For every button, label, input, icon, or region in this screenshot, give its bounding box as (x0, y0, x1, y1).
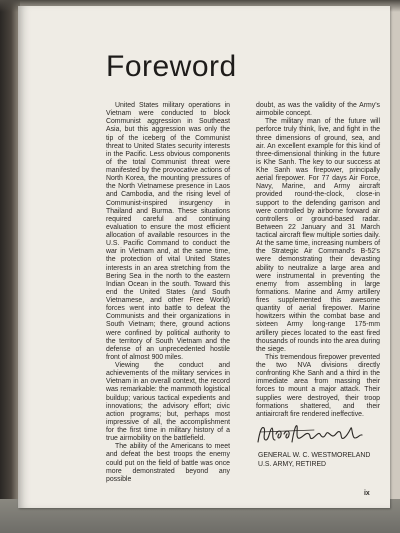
page-number: ix (364, 490, 370, 497)
paragraph: The ability of the Americans to meet and defeat the best troops the enemy could put on the field of battle was once more demonstrated beyond any possible (106, 443, 230, 483)
text-column-left (106, 102, 230, 484)
book-page (18, 6, 390, 508)
page-title: Foreword (106, 50, 237, 83)
paragraph: This tremendous firepower prevented the two NVA divisions directly confronting Khe Sanh and a third in the immediate area from massing their forces to mount a major attack. Their supplies were destroyed, their troop formations shattered, and their antiaircraft fire rendered ineffective. (256, 353, 380, 418)
signature-block (258, 452, 370, 469)
paragraph: Viewing the conduct and achievements of the military services in Vietnam in an overall context, the record was remarkable: the mammoth logistical buildup; various tactical expedients and innovations; the advisory effort; civic action programs; but, perhaps most impressive of all, the accomplishment for the first time in military history of a true airmobility on the battlefield. (106, 362, 230, 443)
paragraph: United States military operations in Vietnam were conducted to block Communist aggression in Southeast Asia, but this aggression was only the tip of the iceberg of the Communist threat to United States security interests in the Pacific. Less obvious components of the total Communist threat were manifested by the provocative actions of North Korea, the mounting pressures of the North Vietnamese presence in Laos and Cambodia, and the rising level of Communist-inspired insurgency in Thailand and Burma. These situations required careful and continuing evaluation to ensure the most efficient allocation of available resources in the U.S. Pacific Command to conduct the war in Vietnam and, at the same time, the protection of vital United States interests in an area stretching from the Bering Sea in the north to the eastern Indian Ocean in the south. Toward this end the United States (and South Vietnamese, and other Free World) forces went into battle to defeat the Communists and their organizations in South Vietnam; there, ground actions were confined by political authority to the territory of South Vietnam and the defense of an unprecedented hostile front of almost 900 miles. (106, 102, 230, 361)
signatory-title: U.S. ARMY, RETIRED (258, 460, 327, 468)
signatory-name: GENERAL W. C. WESTMORELAND (258, 452, 371, 459)
paragraph: The military man of the future will perforce truly think, live, and fight in the three dimensions of ground, sea, and air. An excellent example for this kind of three-dimensional thinking in the future is Khe Sanh. The key to our success at Khe Sanh was firepower, principally aerial firepower. For 77 days Air Force, Navy, Marine, and Army aircraft provided round-the-clock, close-in support to the defending garrison and were controlled by airborne forward air controllers or ground-based radar. Between 22 January and 31 March tactical aircraft flew multiple sorties daily. At the same time, increasing numbers of the Strategic Air Command's B-52's were demonstrating their devasting ability to neutralize a large area and were instrumental in preventing the enemy from assembling in large formations. Marine and Army artillery fires supplemented this awesome quantity of aerial firepower. Marine howitzers within the combat base and sixteen Army long-range 175-mm artillery pieces located to the east fired thousands of rounds into the area during the siege. (256, 118, 380, 353)
text-column-right (256, 102, 380, 419)
book-spine-edge (0, 0, 20, 533)
paragraph: doubt, as was the validity of the Army's airmobile concept. (256, 102, 380, 118)
handwritten-signature (254, 420, 366, 448)
